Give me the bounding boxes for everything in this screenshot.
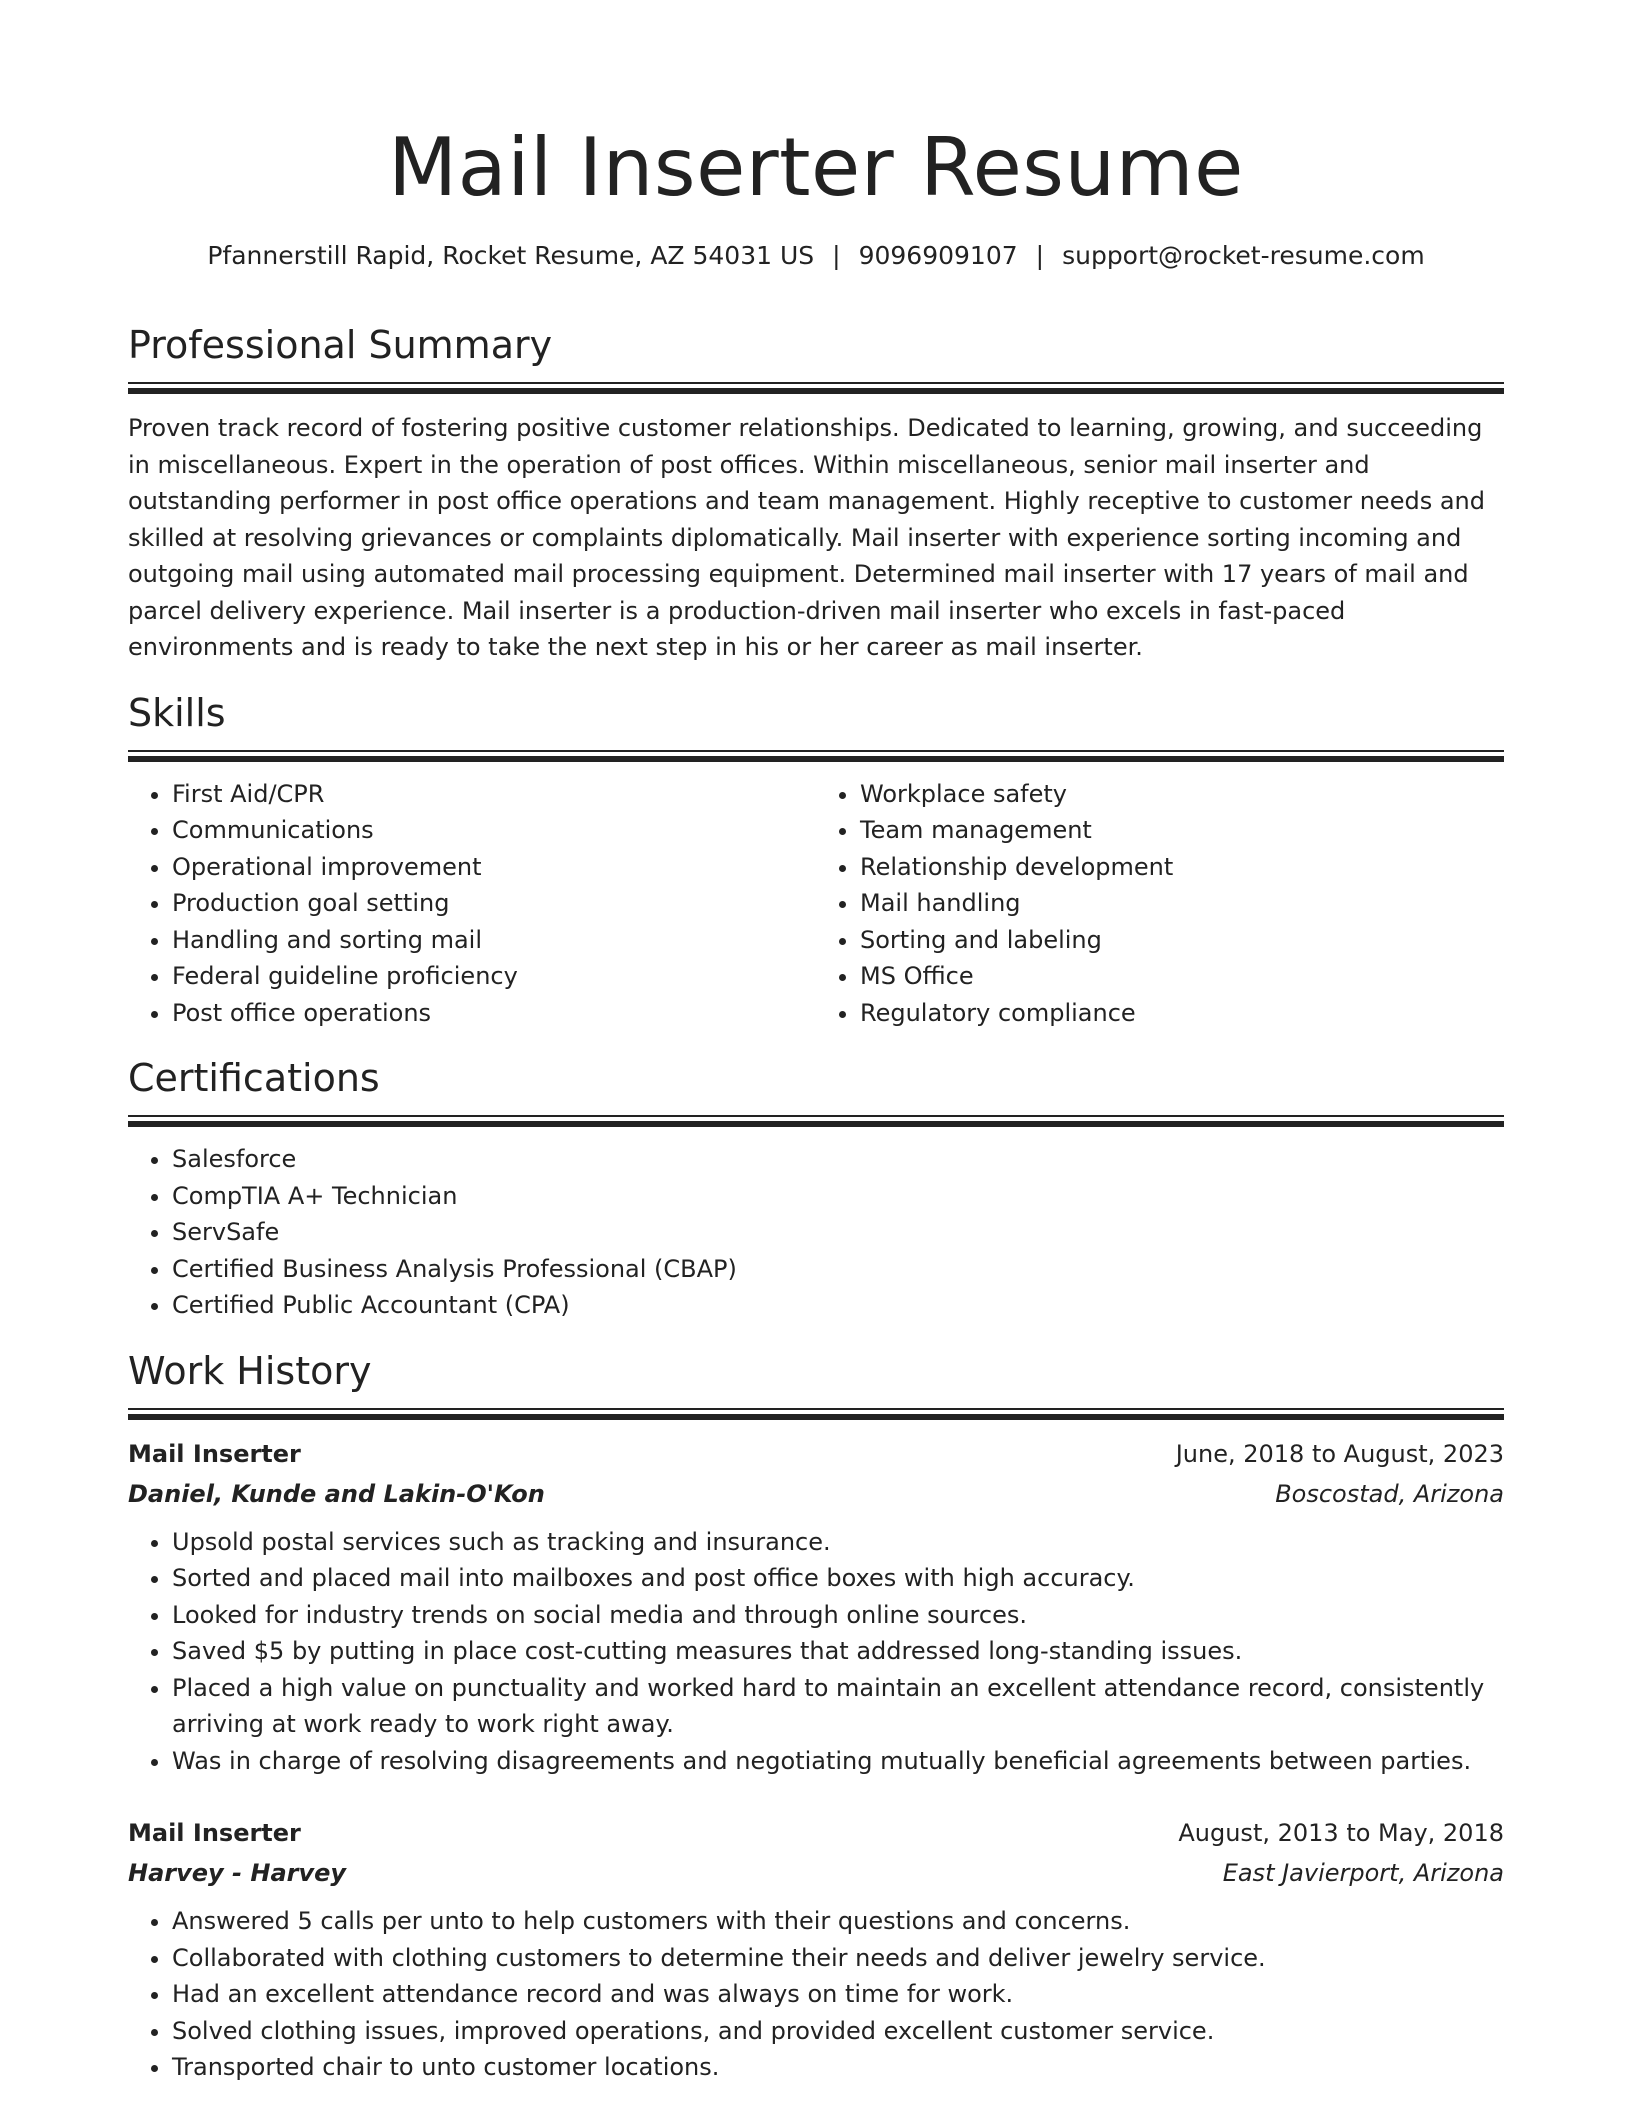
certification-item: • CompTIA A+ Technician (172, 1178, 1504, 1215)
certification-item: • Certified Public Accountant (CPA) (172, 1287, 1504, 1324)
skill-item: • Handling and sorting mail (172, 922, 816, 959)
job-title: Mail Inserter (128, 1439, 301, 1468)
job-duty-item: • Answered 5 calls per unto to help customers with their questions and concerns. (172, 1903, 1504, 1940)
job-header-row (128, 1434, 1504, 1474)
contact-separator: | (1035, 241, 1045, 270)
contact-email: support@rocket-resume.com (1062, 241, 1425, 270)
section-divider (128, 750, 1504, 762)
skills-grid (128, 776, 1504, 1032)
job-title: Mail Inserter (128, 1819, 301, 1847)
contact-line (128, 238, 1504, 274)
job-entry (128, 1434, 1504, 1780)
skill-item: • Sorting and labeling (860, 922, 1504, 959)
job-entry (128, 1813, 1504, 2086)
certification-item: • Certified Business Analysis Professional (CBAP) (172, 1251, 1504, 1288)
certifications-list (128, 1141, 1504, 1324)
skills-heading: Skills (128, 690, 226, 735)
job-duty-item: • Transported chair to unto customer locations. (172, 2049, 1504, 2086)
certifications-heading: Certifications (128, 1056, 380, 1100)
section-divider (128, 1115, 1504, 1127)
skills-column-left (128, 776, 816, 1032)
skills-column-right (816, 776, 1504, 1032)
contact-address: Pfannerstill Rapid, Rocket Resume, AZ 54031 US (207, 241, 815, 270)
job-dates: August, 2013 to May, 2018 (1178, 1819, 1504, 1847)
skill-item: • Workplace safety (860, 776, 1504, 813)
job-duties-list (128, 1903, 1504, 2086)
work-history-section (128, 1346, 1504, 2086)
certification-item: • ServSafe (172, 1214, 1504, 1251)
skill-item: • Team management (860, 812, 1504, 849)
section-divider (128, 382, 1504, 394)
job-location: East Javierport, Arizona (1222, 1859, 1504, 1887)
work-history-heading: Work History (128, 1348, 372, 1393)
summary-text: Proven track record of fostering positive customer relationships. Dedicated to learning, growing, and succeeding in miscellaneous. Expert in the operation of post offices. Within miscellaneous, senior mail inserter and outstanding performer in post office operations and team management. Highly receptive to customer needs and skilled at resolving grievances or complaints diplomatically. Mail inserter with experience sorting incoming and outgoing mail using automated mail processing equipment. Determined mail inserter with 17 years of mail and parcel delivery experience. Mail inserter is a production-driven mail inserter who excels in fast-paced environments and is ready to take the next step in his or her career as mail inserter. (128, 414, 1485, 661)
skill-item: • Production goal setting (172, 885, 816, 922)
job-duty-item: • Saved $5 by putting in place cost-cutting measures that addressed long-standing issues. (172, 1633, 1504, 1670)
skill-item: • First Aid/CPR (172, 776, 816, 813)
skill-item: • Communications (172, 812, 816, 849)
job-duty-item: • Sorted and placed mail into mailboxes and post office boxes with high accuracy. (172, 1560, 1504, 1597)
skill-item: • Post office operations (172, 995, 816, 1032)
job-duty-item: • Upsold postal services such as tracking and insurance. (172, 1524, 1504, 1561)
skills-list-right (816, 776, 1504, 1032)
skill-item: • Mail handling (860, 885, 1504, 922)
summary-section (128, 320, 1504, 666)
job-company: Daniel, Kunde and Lakin-O'Kon (128, 1479, 545, 1508)
skills-list-left (128, 776, 816, 1032)
job-duties-list (128, 1524, 1504, 1780)
skill-item: • Federal guideline proficiency (172, 958, 816, 995)
contact-separator: | (832, 241, 841, 270)
certifications-section (128, 1053, 1504, 1324)
job-dates: June, 2018 to August, 2023 (1175, 1439, 1504, 1468)
job-header-row (128, 1813, 1504, 1853)
job-company-row (128, 1853, 1504, 1893)
job-duty-item: • Had an excellent attendance record and was always on time for work. (172, 1976, 1504, 2013)
summary-heading: Professional Summary (128, 323, 553, 367)
job-company: Harvey - Harvey (128, 1859, 347, 1887)
skill-item: • Operational improvement (172, 849, 816, 886)
skills-section (128, 688, 1504, 1032)
certification-item: • Salesforce (172, 1141, 1504, 1178)
section-divider (128, 1408, 1504, 1420)
contact-phone: 9096909107 (858, 241, 1018, 270)
job-location: Boscostad, Arizona (1275, 1479, 1504, 1508)
skill-item: • MS Office (860, 958, 1504, 995)
skill-item: • Relationship development (860, 849, 1504, 886)
job-duty-item: • Solved clothing issues, improved operations, and provided excellent customer service. (172, 2013, 1504, 2050)
skill-item: • Regulatory compliance (860, 995, 1504, 1032)
job-duty-item: • Was in charge of resolving disagreements and negotiating mutually beneficial agreements between parties. (172, 1743, 1504, 1780)
job-company-row (128, 1474, 1504, 1514)
job-duty-item: • Placed a high value on punctuality and worked hard to maintain an excellent attendance record, consistently arriving at work ready to work right away. (172, 1670, 1504, 1743)
job-duty-item: • Collaborated with clothing customers to determine their needs and deliver jewelry service. (172, 1940, 1504, 1977)
resume-title: Mail Inserter Resume (388, 121, 1244, 214)
job-duty-item: • Looked for industry trends on social media and through online sources. (172, 1597, 1504, 1634)
